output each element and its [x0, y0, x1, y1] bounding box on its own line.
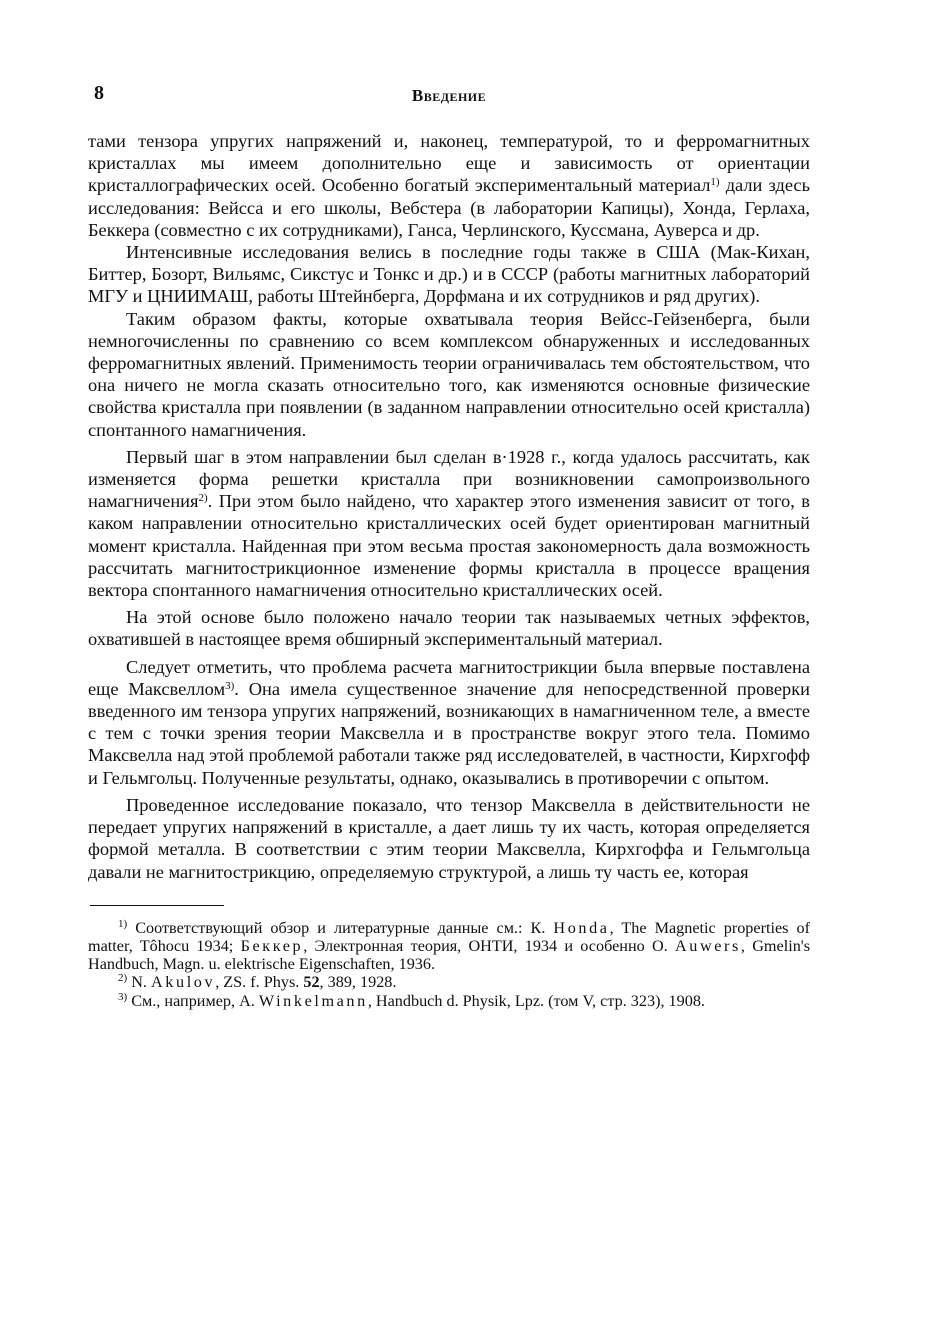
- paragraph: [88, 656, 810, 789]
- footnote-marker: 1): [118, 917, 128, 930]
- paragraph: [88, 606, 810, 650]
- body-text: [88, 130, 810, 883]
- footnote-text: , 389, 1928.: [319, 973, 397, 992]
- footnotes: [88, 919, 810, 1010]
- footnote-text: Соответствующий обзор и литературные данные см.: К.: [127, 918, 554, 937]
- footnote-divider: [90, 905, 224, 906]
- paragraph: [88, 241, 810, 308]
- paragraph: [88, 308, 810, 441]
- paragraph-text: дали здесь исследования: Вейсса и его школы, Вебстера (в лаборатории Капицы), Хонда, Герлаха, Беккера (совместно с их сотрудниками), Ганса, Черлинского, Куссмана, Ауверса и др.: [88, 175, 810, 240]
- page-number: 8: [94, 82, 104, 104]
- footnote-text: N.: [127, 973, 152, 992]
- footnote-ref: 1): [710, 176, 720, 189]
- paragraph: [88, 446, 810, 601]
- paragraph: [88, 794, 810, 883]
- footnote: [88, 992, 810, 1010]
- paragraph-text: Следует отметить, что проблема расчета магнитострикции была впервые поставлена еще Максвеллом: [88, 656, 810, 699]
- paragraph-text: . При этом было найдено, что характер этого изменения зависит от того, в каком направлении относительно кристаллических осей будет ориентирован магнитный момент кристалла. Найденная при этом весьма простая закономерность дала возможность рассчитать магнитострикционное изменение формы кристалла в процессе вращения вектора спонтанного намагничения относительно кристаллических осей.: [88, 491, 810, 601]
- footnote-ref: 2): [198, 492, 208, 505]
- footnote-text: , Электронная теория, ОНТИ, 1934 и особенно O.: [303, 936, 675, 955]
- footnote-text: См., например, A.: [127, 991, 259, 1010]
- author-name: Winkelmann: [258, 991, 368, 1010]
- author-name: Беккер: [240, 936, 304, 955]
- page-header: [88, 78, 810, 112]
- paragraph-text: Таким образом факты, которые охватывала теория Вейсс-Гейзенберга, были немногочисленны по сравнению со всем комплексом обнаруженных и исследованных ферромагнитных явлений. Применимость теории ограничивалась тем обстоятельством, что она ничего не могла сказать относительно того, как изменяются основные физические свойства кристалла при появлении (в заданном направлении относительно осей кристалла) спонтанного намагничения.: [88, 308, 810, 440]
- footnote: [88, 919, 810, 974]
- author-name: Honda: [553, 918, 610, 937]
- paragraph-text: Интенсивные исследования велись в последние годы также в США (Мак-Кихан, Биттер, Бозорт, Вильямс, Сикстус и Тонкс и др.) и в СССР (работы магнитных лабораторий МГУ и ЦНИИМАШ, работы Штейнберга, Дорфмана и их сотрудников и ряд других).: [88, 242, 810, 307]
- volume-number: 52: [303, 973, 320, 992]
- footnote-text: , The Magnetic properties of matter, Tôhocu 1934;: [88, 918, 810, 955]
- footnote: [88, 973, 810, 991]
- book-page: [88, 78, 810, 1010]
- paragraph-text: Проведенное исследование показало, что тензор Максвелла в действительности не передает упругих напряжений в кристалле, а дает лишь ту их часть, которая определяется формой металла. В соответствии с этим теории Максвелла, Кирхгоффа и Гельмгольца давали не магнитострикцию, определяемую структурой, а лишь ту часть ее, которая: [88, 794, 810, 882]
- footnote-marker: 3): [118, 990, 128, 1003]
- author-name: Auwers: [674, 936, 741, 955]
- footnote-text: , ZS. f. Phys.: [215, 973, 304, 992]
- paragraph-text: На этой основе было положено начало теории так называемых четных эффектов, охватившей в настоящее время обширный экспериментальный материал.: [88, 607, 810, 650]
- footnote-ref: 3): [225, 679, 235, 692]
- paragraph-text: тами тензора упругих напряжений и, наконец, температурой, то и ферромагнитных кристаллах мы имеем дополнительно еще и зависимость от ориентации кристаллографических осей. Особенно богатый экспериментальный материал: [88, 131, 810, 196]
- paragraph-text: Первый шаг в этом направлении был сделан в·1928 г., когда удалось рассчитать, как изменяется форма решетки кристалла при возникновении самопроизвольного намагничения: [88, 446, 810, 512]
- footnote-marker: 2): [118, 972, 128, 985]
- running-title: Введение: [411, 86, 487, 105]
- footnote-text: , Handbuch d. Physik, Lpz. (том V, стр. 323), 1908.: [367, 991, 705, 1010]
- paragraph-text: . Она имела существенное значение для непосредственной проверки введенного им тензора упругих напряжений, возникающих в намагниченном теле, а вместе с тем с точки зрения теории Максвелла и в пространстве вокруг этого тела. Помимо Максвелла над этой проблемой работали также ряд исследователей, в частности, Кирхгофф и Гельмгольц. Полученные результаты, однако, оказывались в противоречии с опытом.: [88, 678, 810, 788]
- footnote-text: , Gmelin's Handbuch, Magn. u. elektrische Eigenschaften, 1936.: [88, 936, 810, 974]
- paragraph: [88, 130, 810, 241]
- author-name: Akulov: [151, 973, 216, 992]
